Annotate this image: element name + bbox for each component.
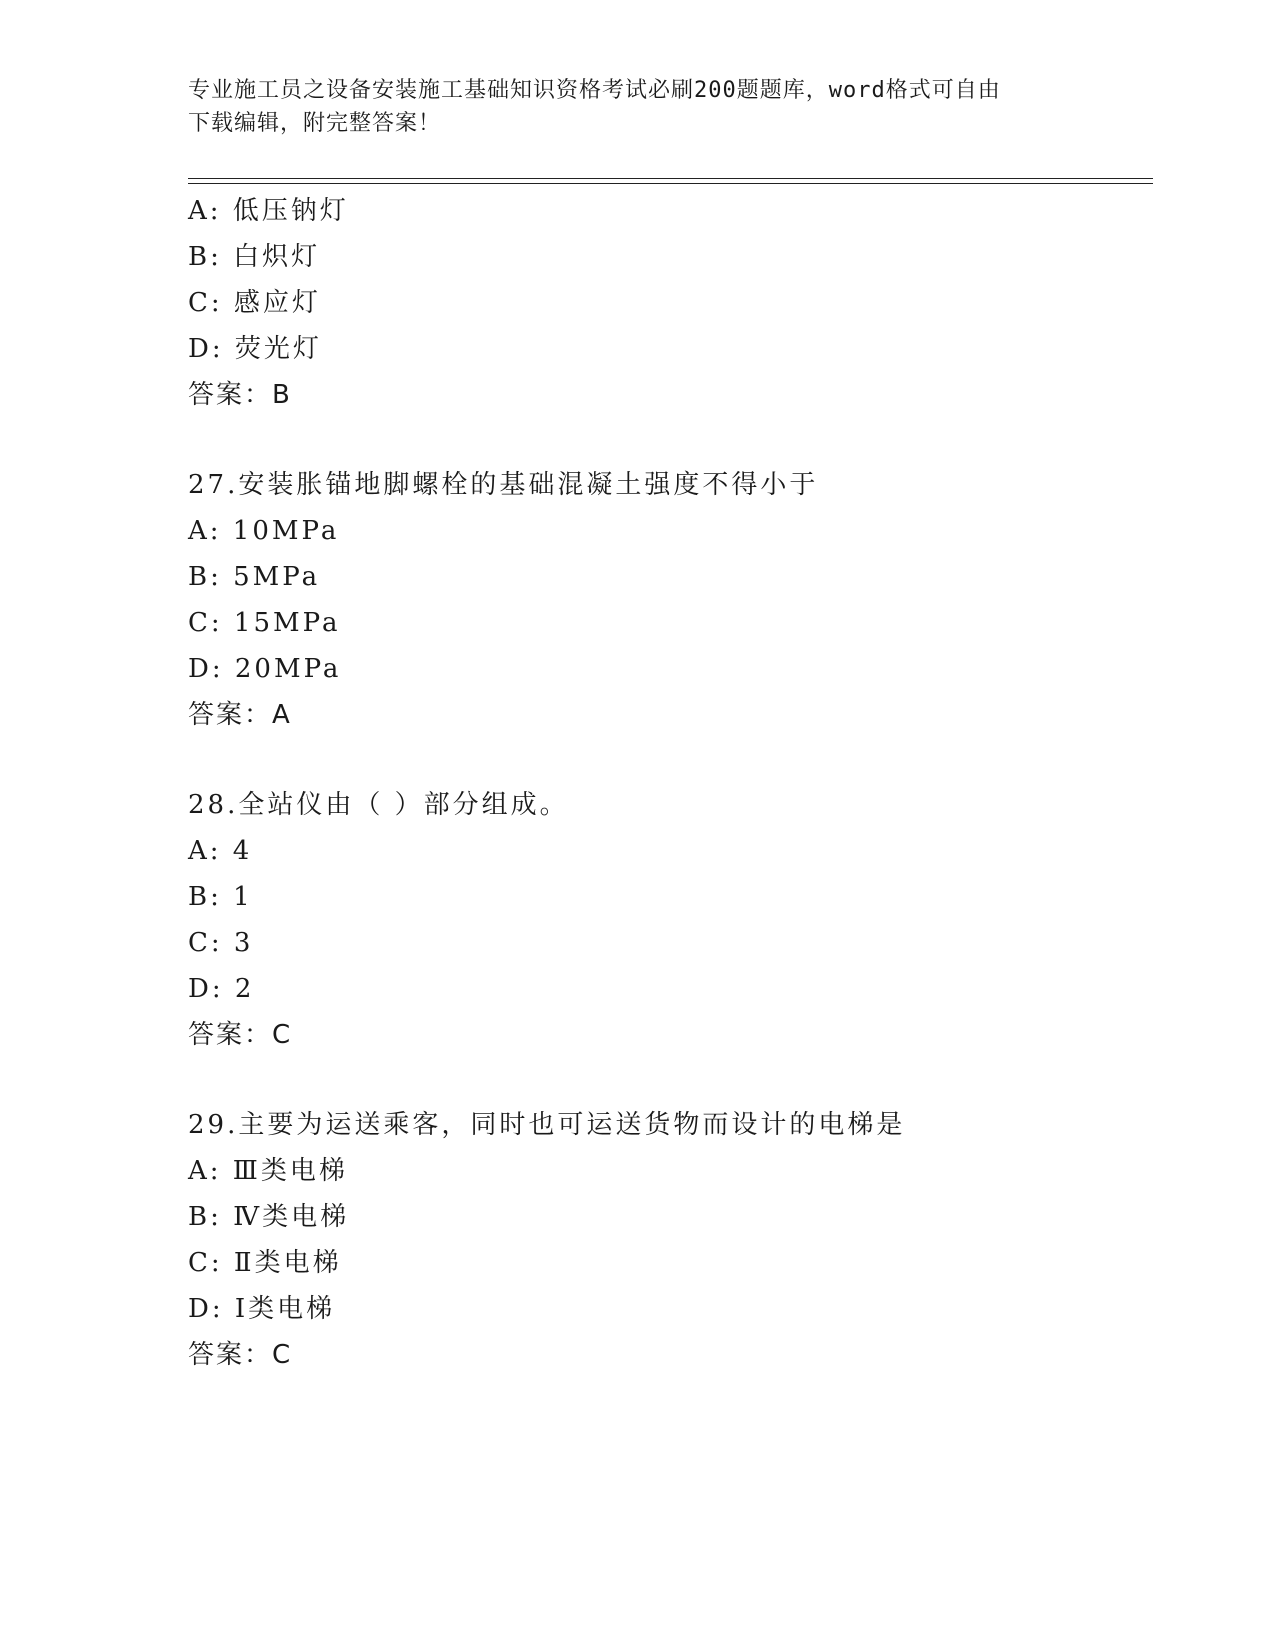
header-line-2: 下载编辑，附完整答案！ xyxy=(188,111,442,136)
header-divider-bottom xyxy=(188,183,1153,184)
question-title: 29.主要为运送乘客，同时也可运送货物而设计的电梯是 xyxy=(188,1110,906,1140)
document-header xyxy=(188,74,1088,140)
option-d: D: 2 xyxy=(188,974,255,1004)
option-c: C: 3 xyxy=(188,928,254,958)
option-a: A: 10MPa xyxy=(188,516,340,546)
option-d: D: 20MPa xyxy=(188,654,342,684)
option-b: B: 1 xyxy=(188,882,253,912)
option-a: A: Ⅲ类电梯 xyxy=(188,1156,348,1186)
option-a: A: 4 xyxy=(188,836,253,866)
header-line-1: 专业施工员之设备安装施工基础知识资格考试必刷200题题库，word格式可自由 xyxy=(188,78,1001,103)
question-title: 27.安装胀锚地脚螺栓的基础混凝土强度不得小于 xyxy=(188,470,819,500)
answer: 答案：C xyxy=(188,1020,293,1050)
answer: 答案：A xyxy=(188,700,292,730)
option-a: A: 低压钠灯 xyxy=(188,196,349,226)
question-title: 28.全站仪由（ ）部分组成。 xyxy=(188,790,569,820)
header-divider-top xyxy=(188,178,1153,179)
spacer xyxy=(188,418,1153,462)
answer: 答案：C xyxy=(188,1340,293,1370)
question-list xyxy=(188,188,1153,1378)
answer: 答案：B xyxy=(188,380,292,410)
question-27 xyxy=(188,462,1153,738)
option-d: D: Ⅰ类电梯 xyxy=(188,1294,336,1324)
option-c: C: 15MPa xyxy=(188,608,341,638)
option-c: C: Ⅱ类电梯 xyxy=(188,1248,342,1278)
option-c: C: 感应灯 xyxy=(188,288,321,318)
question-26-partial xyxy=(188,188,1153,418)
question-29 xyxy=(188,1102,1153,1378)
spacer xyxy=(188,738,1153,782)
option-b: B: 5MPa xyxy=(188,562,321,592)
spacer xyxy=(188,1058,1153,1102)
option-b: B: 白炽灯 xyxy=(188,242,321,272)
option-d: D: 荧光灯 xyxy=(188,334,322,364)
option-b: B: Ⅳ类电梯 xyxy=(188,1202,350,1232)
question-28 xyxy=(188,782,1153,1058)
